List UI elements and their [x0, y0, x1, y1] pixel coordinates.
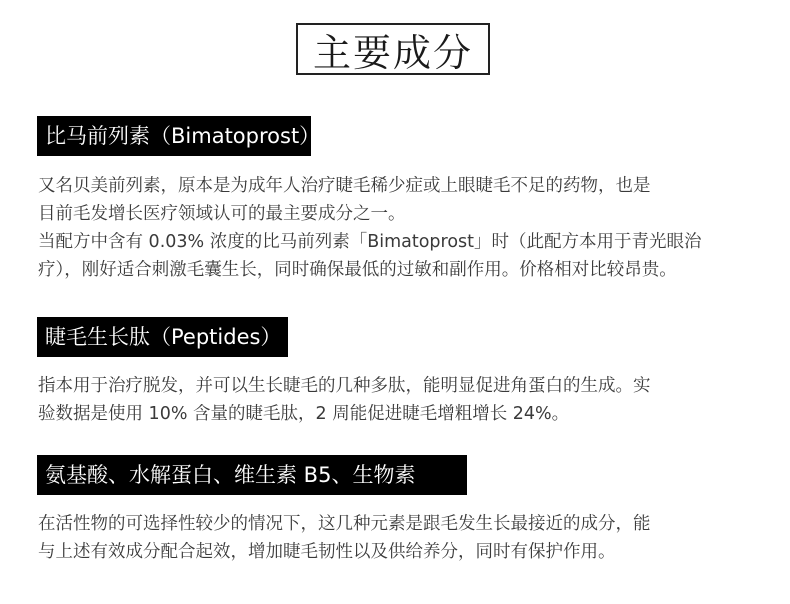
- section-body-amino-acids: [38, 510, 768, 566]
- body-line: 在活性物的可选择性较少的情况下，这几种元素是跟毛发生长最接近的成分，能: [38, 514, 651, 534]
- section-body-peptides: [38, 372, 768, 428]
- section-heading-amino-acids: 氨基酸、水解蛋白、维生素 B5、生物素: [37, 455, 467, 495]
- body-line: 疗），刚好适合刺激毛囊生长，同时确保最低的过敏和副作用。价格相对比较昂贵。: [38, 260, 677, 280]
- page-title: 主要成分: [296, 23, 490, 75]
- body-line: 指本用于治疗脱发，并可以生长睫毛的几种多肽，能明显促进角蛋白的生成。实: [38, 376, 651, 396]
- body-line: 验数据是使用 10% 含量的睫毛肽，2 周能促进睫毛增粗增长 24%。: [38, 404, 570, 424]
- section-body-bimatoprost: [38, 172, 768, 284]
- section-heading-peptides: 睫毛生长肽（Peptides）: [37, 317, 288, 357]
- body-line: 当配方中含有 0.03% 浓度的比马前列素「Bimatoprost」时（此配方本用于青光眼治: [38, 232, 702, 252]
- body-line: 目前毛发增长医疗领域认可的最主要成分之一。: [38, 204, 406, 224]
- section-heading-bimatoprost: 比马前列素（Bimatoprost）: [37, 116, 311, 156]
- body-line: 又名贝美前列素，原本是为成年人治疗睫毛稀少症或上眼睫毛不足的药物，也是: [38, 176, 651, 196]
- body-line: 与上述有效成分配合起效，增加睫毛韧性以及供给养分，同时有保护作用。: [38, 542, 616, 562]
